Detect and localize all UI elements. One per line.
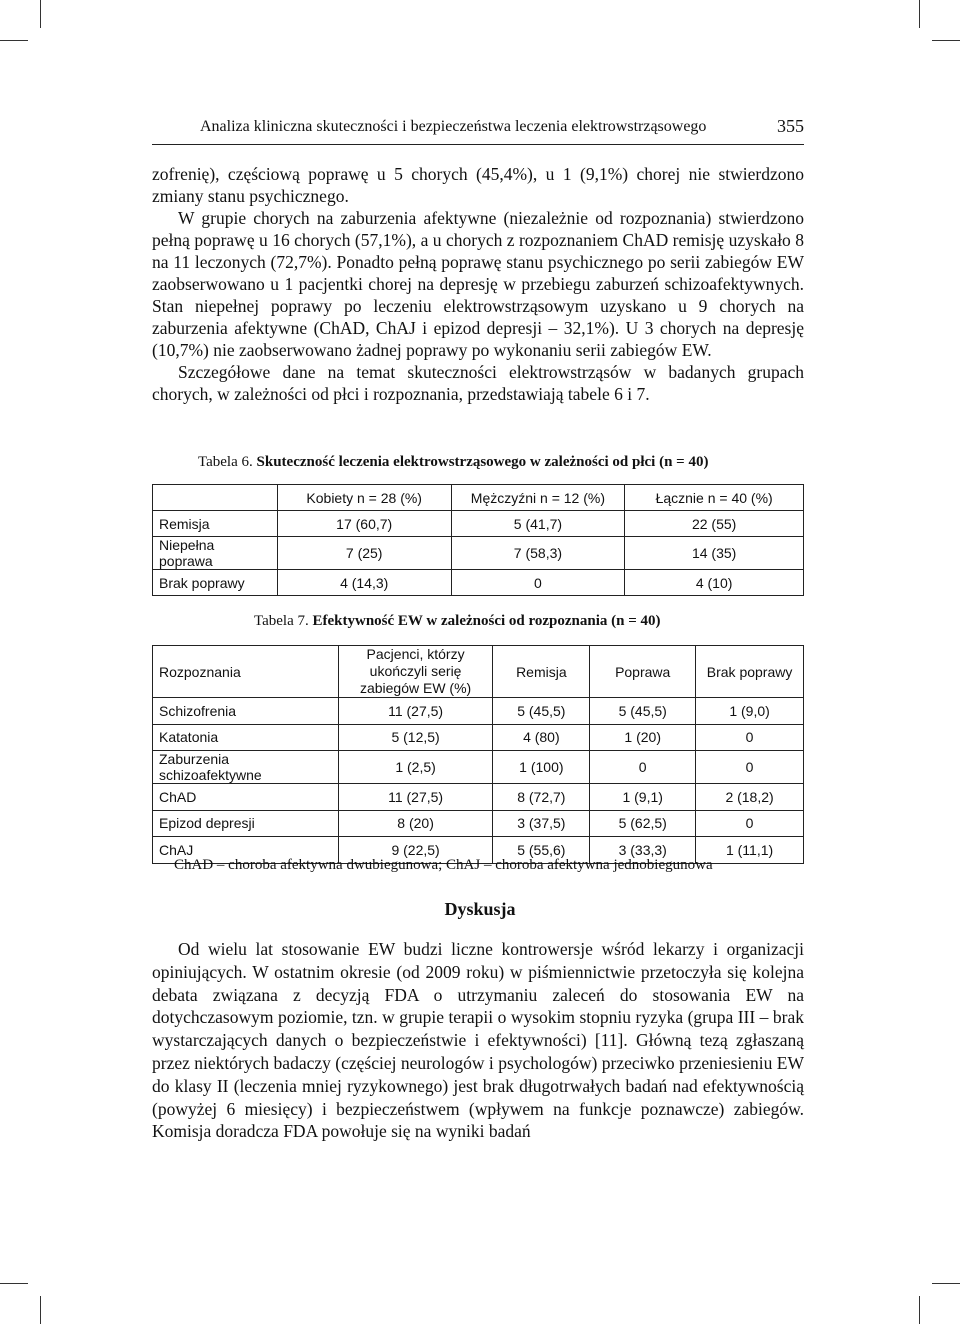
table-cell: 17 (60,7) (277, 511, 451, 537)
table6-title: Skuteczność leczenia elektrowstrząsowego w zależności od płci (n = 40) (256, 454, 709, 470)
table-row (153, 810, 804, 837)
table-row (153, 784, 804, 811)
table-cell: 0 (451, 570, 625, 596)
table-cell: 9 (22,5) (338, 837, 493, 864)
page-number: 355 (777, 116, 804, 136)
table-7 (152, 645, 804, 864)
table-cell: 4 (80) (493, 724, 590, 751)
table-cell: Remisja (153, 511, 278, 537)
table-row (153, 511, 804, 537)
crop-mark (919, 1296, 920, 1324)
table-header-cell: Pacjenci, którzy ukończyli serię zabiegów EW (%) (338, 646, 493, 698)
table-row (153, 537, 804, 570)
table-cell: 1 (100) (493, 751, 590, 784)
table-cell: 11 (27,5) (338, 784, 493, 811)
table-cell: Niepełna poprawa (153, 537, 278, 570)
table-header-cell: Mężczyźni n = 12 (%) (451, 485, 625, 511)
table7-label: Tabela 7. (254, 613, 309, 629)
crop-mark (40, 0, 41, 28)
table-header-cell: Remisja (493, 646, 590, 698)
table-cell: 8 (72,7) (493, 784, 590, 811)
table-row (153, 698, 804, 725)
table-cell: 7 (25) (277, 537, 451, 570)
table6-label: Tabela 6. (198, 454, 253, 470)
table-6 (152, 484, 804, 596)
table-cell: Epizod depresji (153, 810, 339, 837)
crop-mark (932, 1283, 960, 1284)
table-cell: 8 (20) (338, 810, 493, 837)
table-cell: 5 (41,7) (451, 511, 625, 537)
paragraph: Szczegółowe dane na temat skuteczności elektrowstrząsów w badanych grupach chorych, w zależności od płci i rozpoznania, przedstawiają tabele 6 i 7. (152, 362, 804, 404)
table-header-cell: Poprawa (590, 646, 696, 698)
paragraph: W grupie chorych na zaburzenia afektywne (niezależnie od rozpoznania) stwierdzono pełną poprawę u 16 chorych (57,1%), a u chorych z rozpoznaniem ChAD remisję uzyskało 8 na 11 leczonych (72,7%). Ponadto pełną poprawę stanu psychicznego po serii zabiegów EW zaobserwowano u 1 pacjentki chorej na depresję w przebiegu zaburzeń schizoafektywnych. Stan niepełnej poprawy po leczeniu elektrowstrząsowym uzyskano u 9 chorych na zaburzenia afektywne (ChAD, ChAJ i epizod depresji – 32,1%). U 3 chorych na depresję (10,7%) nie zaobserwowano żadnej poprawy po wykonaniu serii zabiegów EW. (152, 208, 804, 360)
table-header-cell (153, 485, 278, 511)
table-row (153, 570, 804, 596)
crop-mark (932, 40, 960, 41)
table-cell: 5 (62,5) (590, 810, 696, 837)
crop-mark (0, 1283, 28, 1284)
table-cell: 1 (2,5) (338, 751, 493, 784)
table-cell: 1 (9,0) (696, 698, 804, 725)
table-cell: 5 (45,5) (493, 698, 590, 725)
table-cell: 5 (12,5) (338, 724, 493, 751)
table-cell: 22 (55) (625, 511, 804, 537)
table-cell: 4 (14,3) (277, 570, 451, 596)
paragraph: zofrenię), częściową poprawę u 5 chorych (45,4%), u 1 (9,1%) chorej nie stwierdzono zmiany stanu psychicznego. (152, 164, 804, 206)
table-cell: 0 (696, 751, 804, 784)
table-cell: Schizofrenia (153, 698, 339, 725)
table-cell: 4 (10) (625, 570, 804, 596)
table7-legend: ChAD – choroba afektywna dwubiegunowa; ChAJ – choroba afektywna jednobiegunowa (174, 857, 713, 873)
table-row (153, 751, 804, 784)
table-header-row (153, 485, 804, 511)
table-header-row (153, 646, 804, 698)
table-cell: Zaburzenia schizoafektywne (153, 751, 339, 784)
table7-caption (254, 613, 661, 630)
running-header (152, 116, 804, 145)
table-cell: 0 (696, 810, 804, 837)
table-header-cell: Łącznie n = 40 (%) (625, 485, 804, 511)
table-header-cell: Rozpoznania (153, 646, 339, 698)
running-title: Analiza kliniczna skuteczności i bezpieczeństwa leczenia elektrowstrząsowego (200, 118, 707, 135)
table-cell: ChAJ (153, 837, 339, 864)
table-cell: 3 (33,3) (590, 837, 696, 864)
table6-caption (198, 454, 708, 471)
body-text-top (152, 163, 804, 405)
table-cell: 2 (18,2) (696, 784, 804, 811)
crop-mark (0, 40, 28, 41)
table-cell: Brak poprawy (153, 570, 278, 596)
body-text-discussion (152, 938, 804, 1143)
crop-mark (40, 1296, 41, 1324)
table-header-cell: Brak poprawy (696, 646, 804, 698)
table-cell: ChAD (153, 784, 339, 811)
table-cell: 14 (35) (625, 537, 804, 570)
section-title: Dyskusja (444, 899, 516, 919)
paragraph: Od wielu lat stosowanie EW budzi liczne kontrowersje wśród lekarzy i organizacji opiniujących. W ostatnim okresie (od 2009 roku) w piśmiennictwie przetoczyła się kolejna debata związana z decyzją FDA o utrzymaniu zaleceń do stosowania EW na dotychczasowym poziomie, tzn. w grupie terapii o wysokim stopniu ryzyka (grupa III – brak wystarczających danych o bezpieczeństwie i efektywności) [11]. Główną tezą zgłaszaną przez niektórych badaczy (częściej neurologów i psychologów) przeciwko przeniesieniu EW do klasy II (leczenia mniej ryzykownego) jest brak długotrwałych badań nad efektywnością (powyżej 6 miesięcy) i bezpieczeństwem (wpływem na funkcje poznawcze) zabiegów. Komisja doradcza FDA powołuje się na wyniki badań (152, 939, 804, 1142)
table-cell: 0 (590, 751, 696, 784)
table-cell: 3 (37,5) (493, 810, 590, 837)
table-cell: 1 (20) (590, 724, 696, 751)
table-cell: 0 (696, 724, 804, 751)
table7-title: Efektywność EW w zależności od rozpoznania (n = 40) (312, 613, 661, 629)
crop-mark (919, 0, 920, 28)
table-cell: 7 (58,3) (451, 537, 625, 570)
table-cell: 5 (45,5) (590, 698, 696, 725)
table-cell: 11 (27,5) (338, 698, 493, 725)
table-cell: 1 (9,1) (590, 784, 696, 811)
table-cell: 5 (55,6) (493, 837, 590, 864)
table-header-cell: Kobiety n = 28 (%) (277, 485, 451, 511)
table-cell: 1 (11,1) (696, 837, 804, 864)
table-row (153, 724, 804, 751)
table-cell: Katatonia (153, 724, 339, 751)
